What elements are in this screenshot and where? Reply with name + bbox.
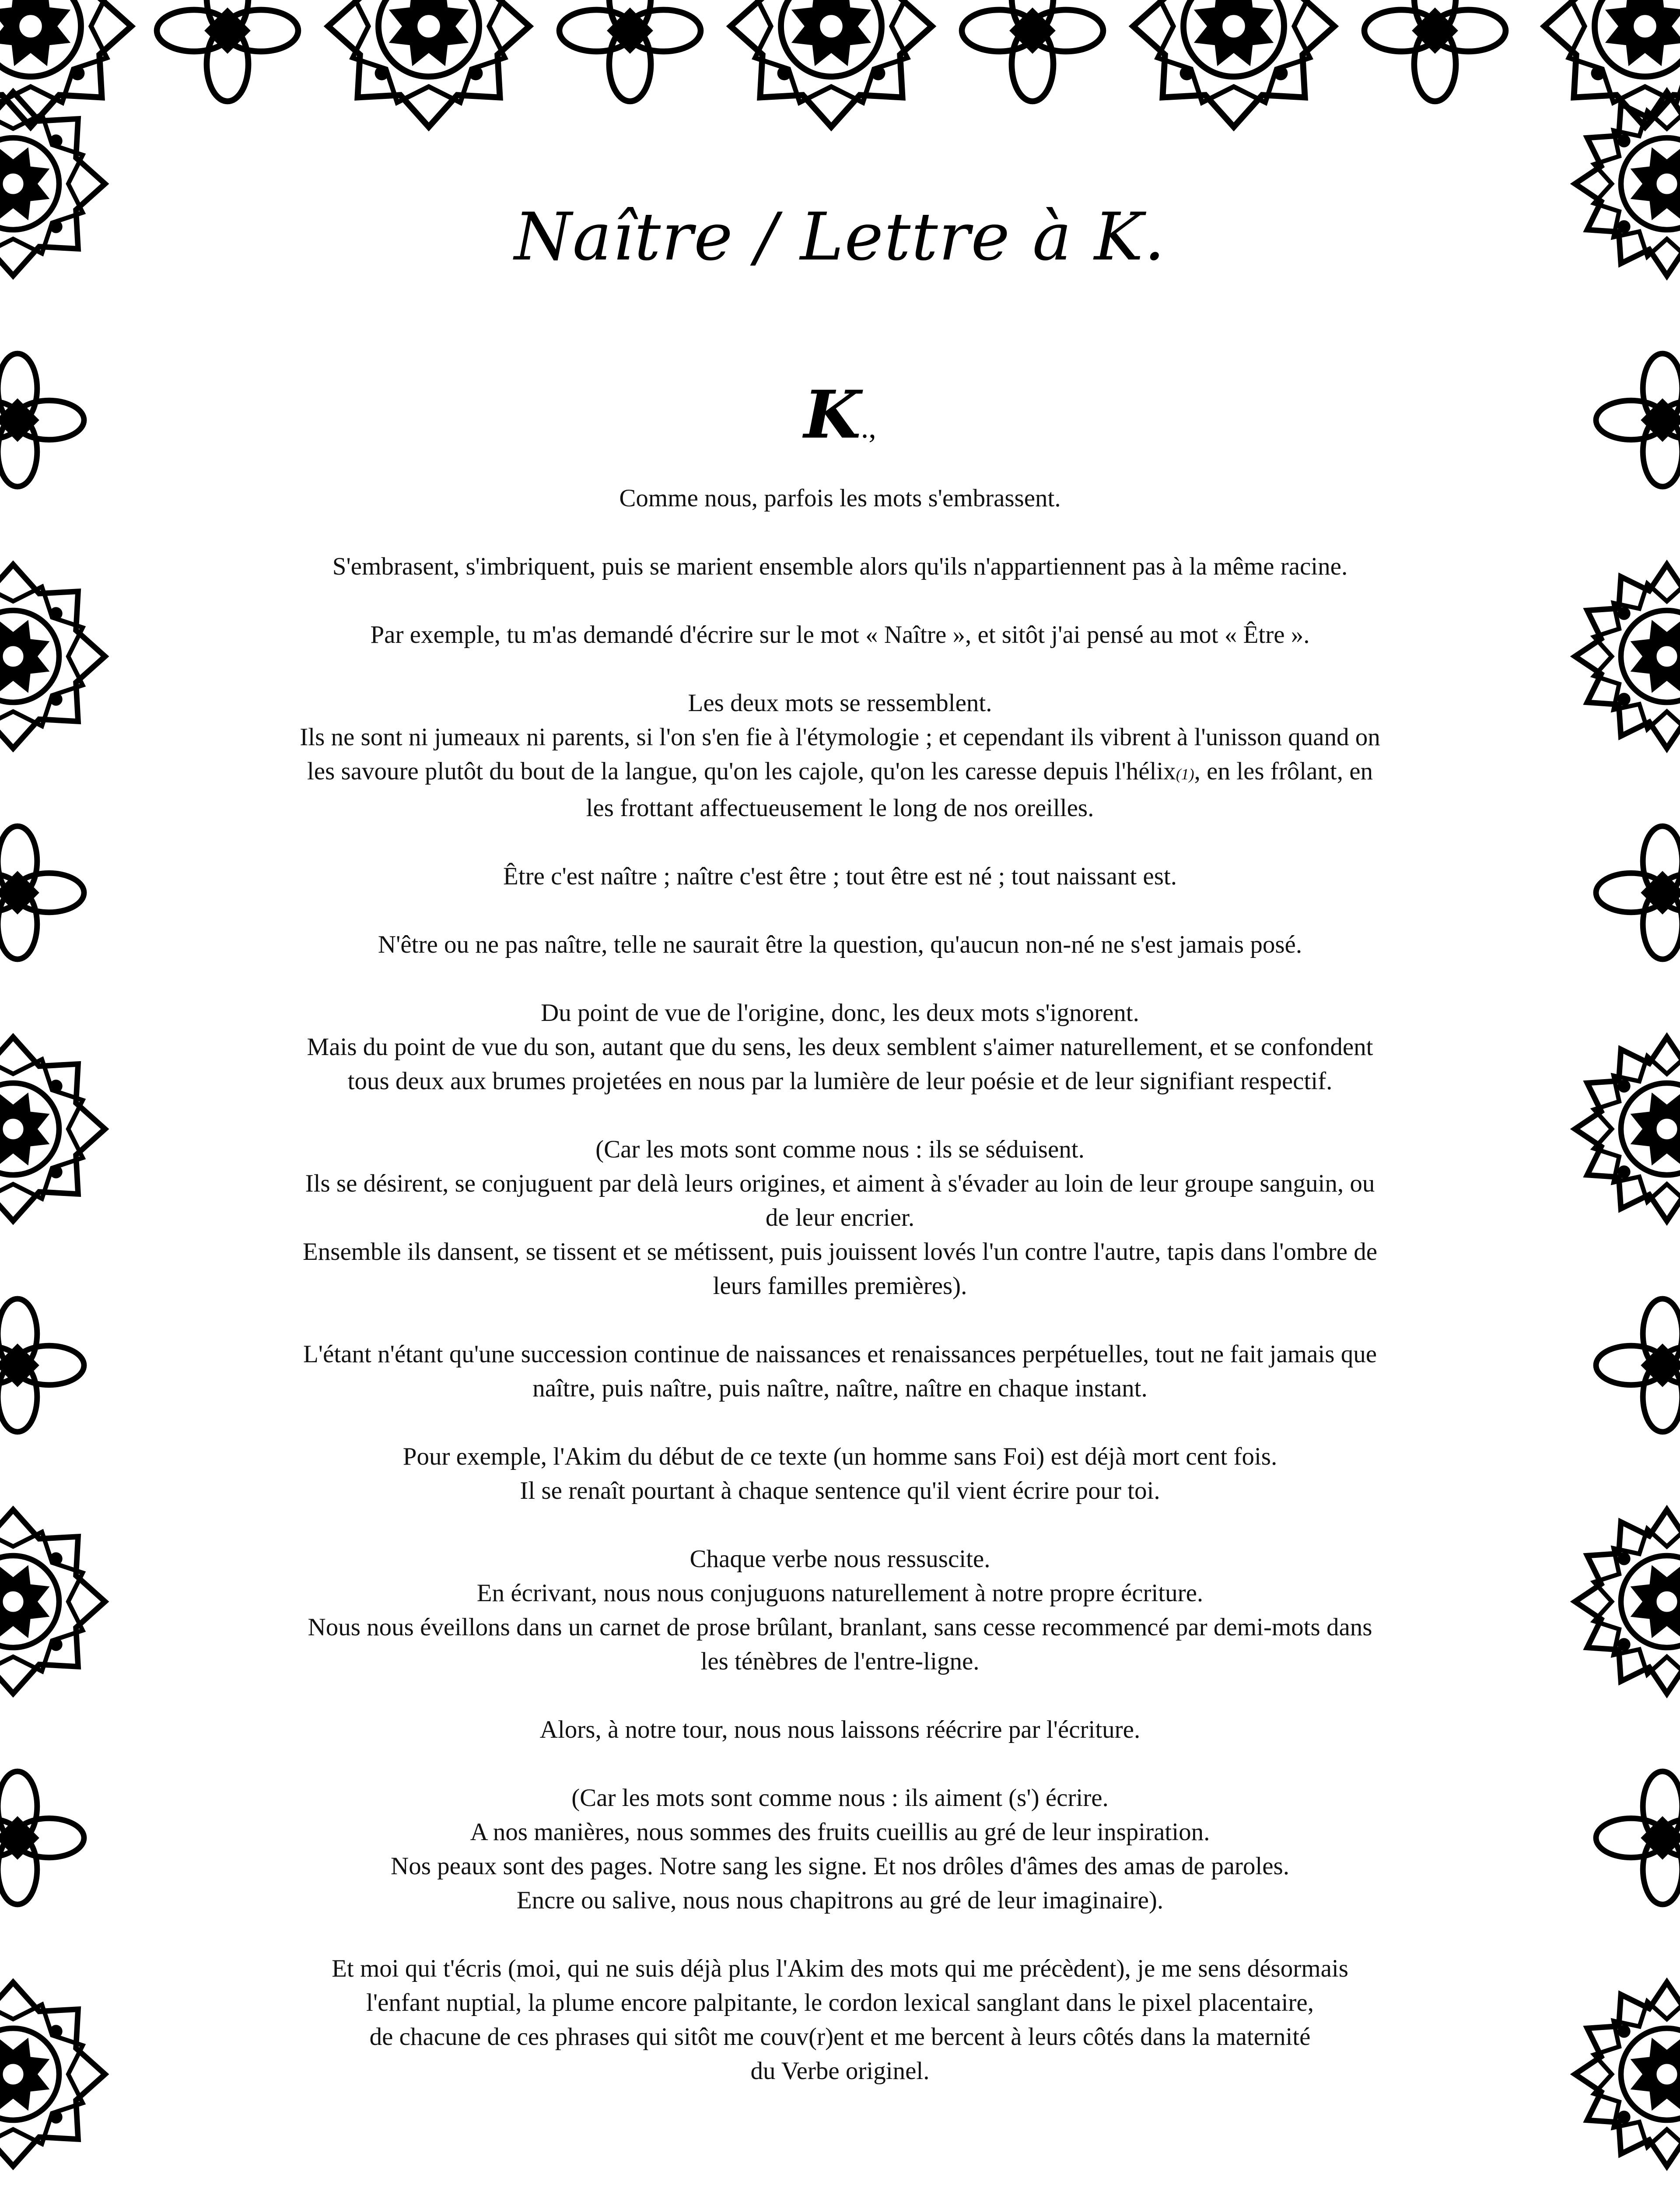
- rosette-ornament: [1133, 0, 1334, 127]
- text-line: Ensemble ils dansent, se tissent et se métissent, puis jouissent lovés l'un contre l'autre, tapis dans l'ombre de: [302, 1238, 1378, 1266]
- text-line: l'enfant nuptial, la plume encore palpitante, le cordon lexical sanglant dans le pixel placentaire,: [366, 1989, 1314, 2016]
- text-line: tous deux aux brumes projetées en nous par la lumière de leur poésie et de leur signifiant respectif.: [347, 1067, 1333, 1095]
- rosette-ornament: [731, 0, 932, 127]
- text-line: Il se renaît pourtant à chaque sentence qu'il vient écrire pour toi.: [520, 1477, 1160, 1504]
- knot-ornament: [1596, 1771, 1680, 1904]
- paragraph: [228, 928, 1452, 962]
- paragraph: [228, 550, 1452, 584]
- text-line: naître, puis naître, puis naître, naître, naître en chaque instant.: [532, 1375, 1148, 1402]
- text-line: leurs familles premières).: [713, 1272, 967, 1300]
- knot-ornament: [157, 0, 298, 102]
- text-line: N'être ou ne pas naître, telle ne saurait être la question, qu'aucun non-né ne s'est jamais posé.: [378, 931, 1302, 958]
- text-line: (Car les mots sont comme nous : ils se séduisent.: [595, 1136, 1085, 1163]
- salutation: [0, 376, 1680, 453]
- text-line: A nos manières, nous sommes des fruits cueillis au gré de leur inspiration.: [470, 1818, 1210, 1846]
- text-line: Nos peaux sont des pages. Notre sang les signe. Et nos drôles d'âmes des amas de paroles.: [391, 1852, 1289, 1880]
- letter-body: [228, 481, 1452, 2122]
- knot-ornament: [1596, 826, 1680, 959]
- paragraph: [228, 1781, 1452, 1918]
- text-line: Nous nous éveillons dans un carnet de prose brûlant, branlant, sans cesse recommencé par demi-mots dans: [308, 1613, 1372, 1641]
- rosette-ornament: [1575, 1510, 1680, 1694]
- paragraph: [228, 1713, 1452, 1747]
- text-line: Alors, à notre tour, nous nous laissons réécrire par l'écriture.: [539, 1716, 1141, 1743]
- text-line: Pour exemple, l'Akim du début de ce texte (un homme sans Foi) est déjà mort cent fois.: [402, 1443, 1278, 1470]
- text-line: Du point de vue de l'origine, donc, les deux mots s'ignorent.: [541, 999, 1139, 1027]
- knot-ornament: [0, 1771, 84, 1904]
- text-line: L'étant n'étant qu'une succession continue de naissances et renaissances perpétuelles, tout ne fait jamais que: [303, 1340, 1377, 1368]
- paragraph: [228, 1542, 1452, 1679]
- text-line: les savoure plutôt du bout de la langue, qu'on les cajole, qu'on les caresse depuis l'hélix(1), en les frôlant, en: [307, 757, 1373, 785]
- rosette-ornament: [0, 0, 131, 127]
- text-line: du Verbe originel.: [750, 2057, 930, 2085]
- salutation-tail: .,: [861, 411, 876, 445]
- knot-ornament: [1596, 1299, 1680, 1432]
- footnote-tail-text: , en les frôlant, en: [1194, 757, 1373, 785]
- text-line: Encre ou salive, nous nous chapitrons au gré de leur imaginaire).: [516, 1886, 1164, 1914]
- rosette-ornament: [1575, 1037, 1680, 1221]
- rosette-ornament: [0, 1982, 105, 2166]
- text-line: Chaque verbe nous ressuscite.: [690, 1545, 990, 1573]
- paragraph: [228, 481, 1452, 515]
- rosette-ornament: [328, 0, 529, 127]
- paragraph: [228, 1337, 1452, 1406]
- knot-ornament: [962, 0, 1103, 102]
- paragraph: [228, 996, 1452, 1098]
- text-line: Mais du point de vue du son, autant que du sens, les deux semblent s'aimer naturellement, et se confondent: [307, 1033, 1373, 1061]
- footnote-marker: (1): [1176, 765, 1194, 783]
- rosette-ornament: [1544, 0, 1680, 127]
- rosette-ornament: [0, 1037, 105, 1221]
- salutation-initial: K: [804, 376, 861, 453]
- text-line: les ténèbres de l'entre-ligne.: [700, 1648, 980, 1675]
- text-line: Ils ne sont ni jumeaux ni parents, si l'on s'en fie à l'étymologie ; et cependant ils vibrent à l'unisson quand on: [300, 723, 1380, 751]
- text-line: S'embrasent, s'imbriquent, puis se marient ensemble alors qu'ils n'appartiennent pas à la même racine.: [332, 553, 1348, 580]
- paragraph: [228, 1952, 1452, 2088]
- knot-ornament: [0, 826, 84, 959]
- text-line: Être c'est naître ; naître c'est être ; tout être est né ; tout naissant est.: [503, 863, 1177, 890]
- rosette-ornament: [0, 565, 105, 748]
- rosette-ornament: [1575, 1982, 1680, 2166]
- text-line: Par exemple, tu m'as demandé d'écrire sur le mot « Naître », et sitôt j'ai pensé au mot « Être ».: [370, 621, 1310, 649]
- text-line: de chacune de ces phrases qui sitôt me couv(r)ent et me bercent à leurs côtés dans la maternité: [369, 2023, 1311, 2051]
- text-line: Et moi qui t'écris (moi, qui ne suis déjà plus l'Akim des mots qui me précèdent), je me sens désormais: [332, 1955, 1348, 1982]
- text-line: Les deux mots se ressemblent.: [688, 689, 992, 717]
- page-title: Naître / Lettre à K.: [514, 199, 1166, 275]
- text-line: En écrivant, nous nous conjuguons naturellement à notre propre écriture.: [476, 1579, 1204, 1607]
- rosette-ornament: [0, 1510, 105, 1694]
- text-line: les frottant affectueusement le long de nos oreilles.: [586, 794, 1094, 822]
- paragraph: [228, 618, 1452, 652]
- text-line: (Car les mots sont comme nous : ils aiment (s') écrire.: [571, 1784, 1109, 1812]
- rosette-ornament: [1575, 565, 1680, 748]
- knot-ornament: [1365, 0, 1506, 102]
- text-line: de leur encrier.: [765, 1204, 915, 1231]
- paragraph: [228, 1133, 1452, 1303]
- text-line: Comme nous, parfois les mots s'embrassent.: [619, 484, 1061, 512]
- knot-ornament: [0, 1299, 84, 1432]
- paragraph: [228, 859, 1452, 894]
- text-line: Ils se désirent, se conjuguent par delà leurs origines, et aiment à s'évader au loin de leur groupe sanguin, ou: [305, 1170, 1375, 1197]
- knot-ornament: [560, 0, 701, 102]
- paragraph: [228, 686, 1452, 825]
- paragraph: [228, 1440, 1452, 1508]
